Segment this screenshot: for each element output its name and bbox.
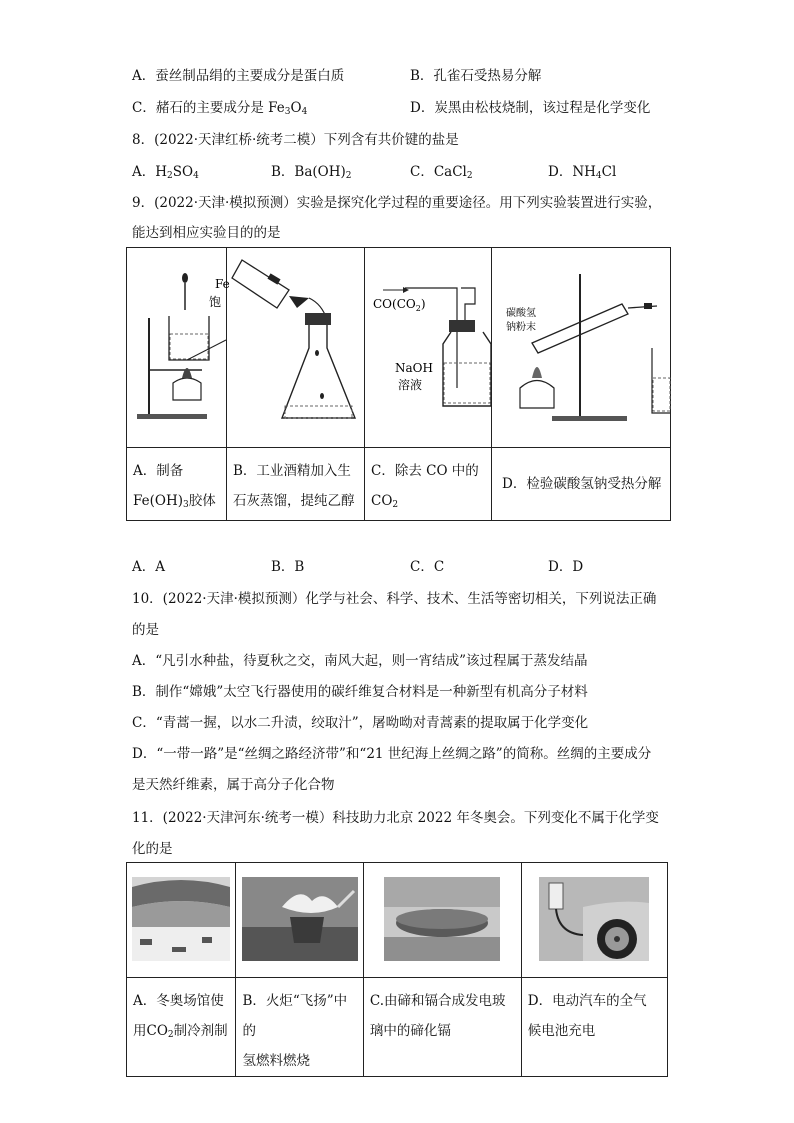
q7-option-a: A．蚕丝制品绢的主要成分是蛋白质 xyxy=(132,68,345,84)
q9-caption-b: B．工业酒精加入生 石灰蒸馏，提纯乙醇 xyxy=(227,448,365,521)
q10-option-b: B．制作“嫦娥”太空飞行器使用的碳纤维复合材料是一种新型有机高分子材料 xyxy=(132,684,588,700)
q7-option-b: B．孔雀石受热易分解 xyxy=(410,68,542,84)
q9-option-b: B．B xyxy=(271,559,305,575)
q11-caption-c: C.由碲和镉合成发电玻 璃中的碲化镉 xyxy=(363,978,521,1077)
q9-fig-a-label-fe: Fe xyxy=(215,277,230,291)
q9-fig-a-label-bao: 饱 xyxy=(209,295,222,309)
q7-option-c: C．赭石的主要成分是 $Fe_3O_4$ xyxy=(132,100,308,117)
q9-caption-a: A．制备 $Fe(OH)_3$胶体 xyxy=(127,448,227,521)
q11-caption-b: B．火炬“飞扬”中的 氢燃料燃烧 xyxy=(236,978,363,1077)
q9-fig-c-solution: 溶液 xyxy=(398,378,423,392)
q9-figure-c xyxy=(365,248,492,448)
q11-photo-b xyxy=(236,863,363,978)
q9-fig-d-label2: 钠粉末 xyxy=(506,322,536,333)
q9-apparatus-table xyxy=(126,247,671,521)
q10-option-d-line2: 是天然纤维素，属于高分子化合物 xyxy=(132,777,335,793)
q9-fig-d-label1: 碳酸氢 xyxy=(506,308,536,319)
q11-photo-table xyxy=(126,862,668,1077)
q9-stem-line2: 能达到相应实验目的的是 xyxy=(132,225,281,241)
q9-figure-a xyxy=(127,248,230,448)
q10-stem-line2: 的是 xyxy=(132,622,159,638)
q10-option-a: A．“凡引水种盐，待夏秋之交，南风大起，则一宵结成”该过程属于蒸发结晶 xyxy=(132,653,588,669)
q8-option-d: D．$NH_4Cl$ xyxy=(548,164,617,181)
q11-photo-a xyxy=(127,863,236,978)
q8-option-c: C．CaCl$_2$ xyxy=(410,164,473,181)
q10-option-c: C．“青蒿一握，以水二升渍，绞取汁”，屠呦呦对青蒿素的提取属于化学变化 xyxy=(132,715,589,731)
torch-flame-photo xyxy=(242,877,358,961)
q9-fig-c-gas-label: $CO(CO_2)$ xyxy=(373,297,426,313)
q10-option-d-line1: D．“一带一路”是“丝绸之路经济带”和“21 世纪海上丝绸之路”的简称。丝绸的主要成分 xyxy=(132,746,652,762)
q9-stem-line1: 9．(2022·天津·模拟预测）实验是探究化学过程的重要途径。用下列实验装置进行实验， xyxy=(132,195,662,211)
q8-option-a: A．$H_2SO_4$ xyxy=(132,164,199,181)
q7-option-d: D．炭黑由松枝烧制，该过程是化学变化 xyxy=(410,100,651,116)
q9-caption-c: C．除去 CO 中的 $CO_2$ xyxy=(365,448,492,521)
stadium-exterior-photo xyxy=(384,877,500,961)
q8-option-b: B．$Ba(OH)_2$ xyxy=(271,164,352,181)
q9-figure-d xyxy=(492,248,671,448)
q9-figure-b xyxy=(227,248,365,448)
q11-stem-line1: 11．(2022·天津河东·统考一模）科技助力北京 2022 年冬奥会。下列变化不属于化学变 xyxy=(132,810,659,826)
q11-stem-line2: 化的是 xyxy=(132,841,173,857)
q9-fig-c-naoh: NaOH xyxy=(395,361,433,375)
q11-caption-a: A．冬奥场馆使 用$CO_2$制冷剂制 xyxy=(127,978,236,1077)
q9-option-d: D．D xyxy=(548,559,584,575)
ev-charging-photo xyxy=(539,877,649,961)
q9-option-a: A．A xyxy=(132,559,165,575)
q11-photo-c xyxy=(363,863,521,978)
stadium-ice-photo xyxy=(132,877,230,961)
q9-caption-d: D．检验碳酸氢钠受热分解 xyxy=(492,448,671,521)
q11-caption-d: D．电动汽车的全气 候电池充电 xyxy=(521,978,667,1077)
q8-stem: 8．(2022·天津红桥·统考二模）下列含有共价键的盐是 xyxy=(132,132,459,148)
q11-photo-d xyxy=(521,863,667,978)
q10-stem-line1: 10．(2022·天津·模拟预测）化学与社会、科学、技术、生活等密切相关，下列说法正确 xyxy=(132,591,657,607)
q9-option-c: C．C xyxy=(410,559,445,575)
